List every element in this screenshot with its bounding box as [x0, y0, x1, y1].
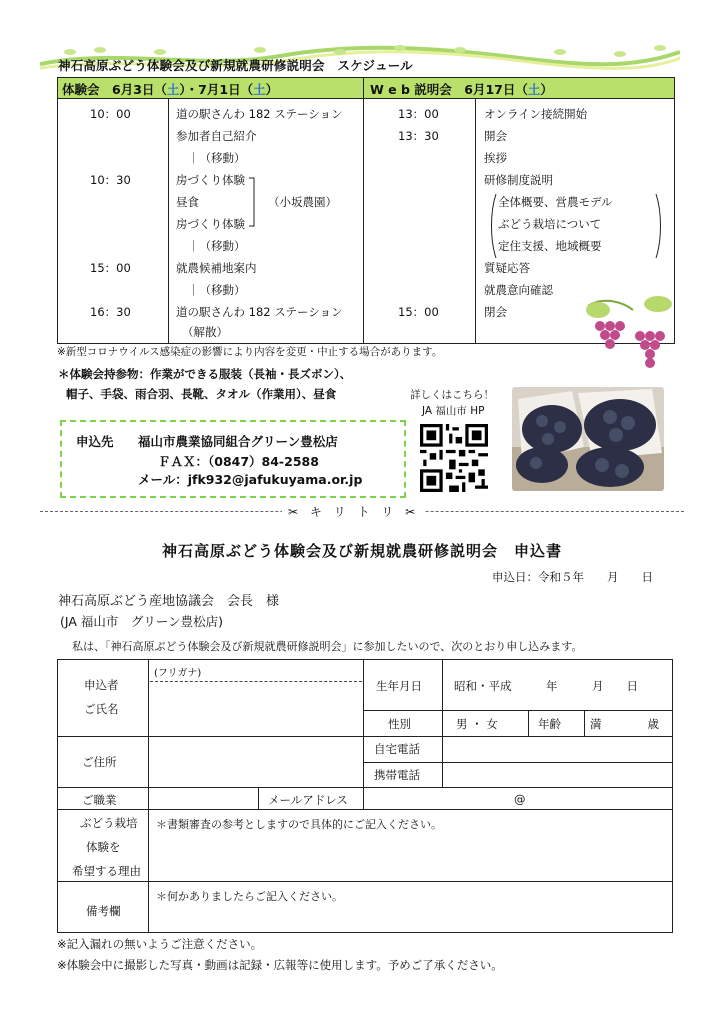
schedule-item: ｜（移動）: [188, 151, 246, 165]
footnote: ※記入漏れの無いようご注意ください。: [57, 937, 263, 951]
gender-field[interactable]: 男 ・ 女: [456, 717, 498, 731]
time-label: 13：00: [398, 107, 439, 121]
contact-org: 福山市農業協同組合グリーン豊松店: [138, 434, 338, 449]
furigana-label: (フリガナ): [154, 668, 202, 679]
time-label: 15：00: [398, 305, 439, 319]
gender-label: 性別: [388, 717, 411, 731]
contact-fax: ＦＡＸ：（0847）84-2588: [158, 454, 319, 469]
web-header: W e b 説明会 6月17日（土）: [370, 82, 553, 97]
applicant-label: 申込者: [84, 678, 119, 692]
schedule-item: 全体概要、営農モデル: [498, 195, 613, 209]
remarks-label: 備考欄: [86, 904, 121, 918]
home-phone-label: 自宅電話: [374, 742, 420, 756]
reason-field[interactable]: ＊書類審査の参考としますので具体的にご記入ください。: [156, 818, 442, 831]
addressee: 神石高原ぶどう産地協議会 会長 様: [58, 594, 280, 609]
contact-email[interactable]: メール：jfk932@jafukuyama.or.jp: [138, 472, 363, 487]
items-to-bring-line1: ＊体験会持参物：作業ができる服装（長袖・長ズボン）、: [58, 367, 352, 381]
occupation-field[interactable]: [149, 788, 257, 808]
cut-label: ✂ キ リ ト リ ✂: [282, 503, 425, 520]
schedule-item: 閉会: [484, 305, 507, 319]
schedule-item: 参加者自己紹介: [176, 129, 257, 143]
schedule-item: 質疑応答: [484, 261, 530, 275]
form-title: 神石高原ぶどう体験会及び新規就農研修説明会 申込書: [161, 542, 562, 560]
qr-code-icon[interactable]: [420, 424, 488, 492]
trial-header: 体験会 6月3日（土）・7月1日（土）: [62, 82, 279, 97]
home-phone-field[interactable]: [443, 737, 671, 761]
schedule-item: 挨拶: [484, 151, 507, 165]
grapes-illustration: [578, 296, 678, 386]
time-label: 16：30: [90, 305, 131, 319]
schedule-item: 研修制度説明: [484, 173, 553, 187]
divider: [475, 98, 476, 343]
reason-label-2: 体験を: [86, 840, 121, 854]
mobile-phone-field[interactable]: [443, 763, 671, 786]
time-label: 15：00: [90, 261, 131, 275]
email-label: メールアドレス: [268, 793, 348, 807]
divider: [363, 78, 364, 343]
applicant-name-label: ご氏名: [84, 702, 119, 716]
email-field[interactable]: @: [514, 792, 526, 806]
age-field[interactable]: 満 歳: [590, 717, 659, 731]
parenthesis-bracket: [488, 192, 668, 260]
schedule-item: 房づくり体験: [176, 217, 245, 231]
items-to-bring-line2: 帽子、手袋、雨合羽、長靴、タオル（作業用）、昼食: [66, 387, 337, 401]
birthdate-field[interactable]: 昭和・平成 年 月 日: [454, 679, 638, 693]
schedule-item: 就農候補地案内: [176, 261, 257, 275]
footnote: ※体験会中に撮影した写真・動画は記録・広報等に使用します。予めご了承ください。: [57, 958, 503, 972]
occupation-label: ご職業: [82, 793, 117, 807]
covid-notice: ※新型コロナウイルス感染症の影響により内容を変更・中止する場合があります。: [57, 346, 443, 358]
qr-caption: 詳しくはこちら！: [410, 389, 494, 401]
birthdate-label: 生年月日: [376, 679, 422, 693]
addressee-sub: (JA 福山市 グリーン豊松店): [60, 614, 223, 629]
form-intro: 私は、「神石高原ぶどう体験会及び新規就農研修説明会」に参加したいので、次のとおり申し込みます。: [72, 640, 583, 653]
schedule-item: ｜（移動）: [188, 283, 246, 297]
time-label: 10：00: [90, 107, 131, 121]
contact-label: 申込先: [76, 434, 114, 449]
schedule-title: 神石高原ぶどう体験会及び新規就農研修説明会 スケジュール: [58, 58, 413, 73]
schedule-item: 道の駅さんわ 182 ステーション: [176, 107, 343, 121]
schedule-item: オンライン接続開始: [484, 107, 588, 121]
application-form: [57, 659, 673, 933]
age-label: 年齢: [538, 717, 561, 731]
schedule-item: ぶどう栽培について: [498, 217, 602, 231]
schedule-item: 開会: [484, 129, 507, 143]
bracket-right: [248, 176, 258, 228]
schedule-item: 昼食: [176, 195, 199, 209]
schedule-header: [58, 78, 674, 99]
qr-caption-site: JA 福山市 HP: [422, 405, 485, 417]
remarks-field[interactable]: ＊何かありましたらご記入ください。: [156, 890, 343, 903]
address-label: ご住所: [82, 755, 117, 769]
schedule-item: 房づくり体験: [176, 173, 245, 187]
schedule-item: 道の駅さんわ 182 ステーション: [176, 305, 343, 319]
address-field[interactable]: [149, 737, 362, 786]
mobile-phone-label: 携帯電話: [374, 768, 420, 782]
grapes-photo: [512, 387, 664, 491]
location-note: （小坂農園）: [268, 195, 337, 209]
schedule-item: （解散）: [182, 325, 228, 339]
reason-label-3: 希望する理由: [72, 864, 141, 878]
name-field[interactable]: [149, 682, 362, 735]
divider: [168, 98, 169, 343]
schedule-item: 定住支援、地域概要: [498, 239, 602, 253]
application-date: 申込日：令和５年 月 日: [492, 570, 653, 584]
schedule-item: ｜（移動）: [188, 239, 246, 253]
contact-box: [60, 420, 406, 498]
time-label: 10：30: [90, 173, 131, 187]
schedule-item: 就農意向確認: [484, 283, 553, 297]
reason-label-1: ぶどう栽培: [80, 816, 138, 830]
time-label: 13：30: [398, 129, 439, 143]
